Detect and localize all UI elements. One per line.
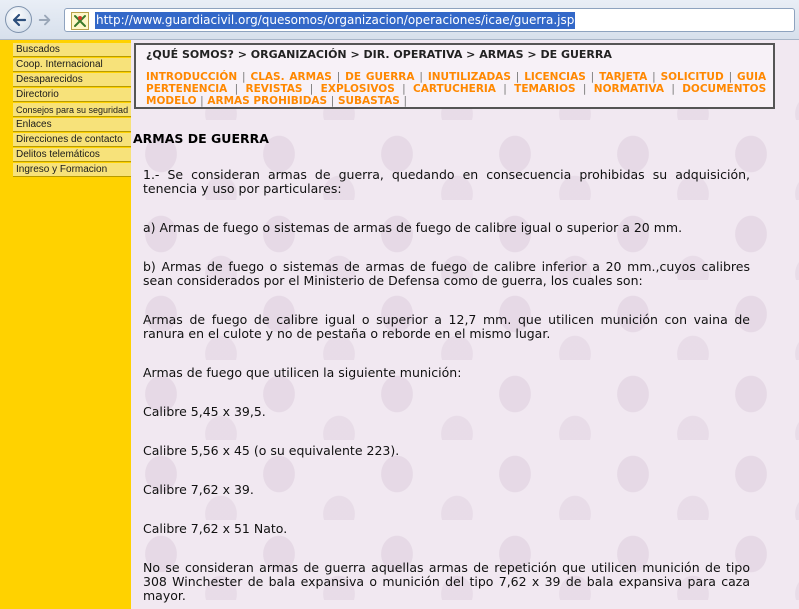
guardia-civil-favicon-icon [71, 12, 89, 30]
sidebar-item-desaparecidos[interactable]: Desaparecidos [13, 73, 131, 87]
sidebar-item-delitos-telematicos[interactable]: Delitos telemáticos [13, 148, 131, 162]
link-licencias[interactable]: LICENCIAS [524, 71, 586, 83]
paragraph-calibre-5-45: Calibre 5,45 x 39,5. [143, 404, 266, 419]
link-introduccion[interactable]: INTRODUCCIÓN [146, 71, 238, 83]
link-normativa[interactable]: NORMATIVA [593, 83, 664, 95]
link-inutilizadas[interactable]: INUTILIZADAS [427, 71, 511, 83]
sidebar-item-direcciones-contacto[interactable]: Direcciones de contacto [13, 133, 131, 147]
back-button[interactable] [5, 6, 32, 33]
link-documentos-modelo[interactable]: DOCUMENTOS MODELO [146, 83, 767, 107]
browser-toolbar [0, 0, 799, 40]
address-bar[interactable] [64, 8, 795, 32]
paragraph-calibre-12-7: Armas de fuego de calibre igual o superior a 12,7 mm. que utilicen munición con vaina de ranura en el culote y no de pestaña o reborde en el mismo lugar. [143, 312, 750, 341]
link-subastas[interactable]: SUBASTAS [337, 95, 400, 107]
link-armas-prohibidas[interactable]: ARMAS PROHIBIDAS [207, 95, 328, 107]
sidebar [0, 40, 131, 609]
page-title: ARMAS DE GUERRA [133, 131, 269, 146]
breadcrumb: ¿QUÉ SOMOS? > ORGANIZACIÓN > DIR. OPERATIVA > ARMAS > DE GUERRA [146, 48, 612, 61]
link-revistas[interactable]: REVISTAS [245, 83, 303, 95]
navigation-box [134, 43, 775, 109]
forward-button[interactable] [35, 10, 55, 30]
link-guia-pertenencia[interactable]: GUIA PERTENENCIA [146, 71, 767, 95]
link-explosivos[interactable]: EXPLOSIVOS [320, 83, 395, 95]
sidebar-item-ingreso-formacion[interactable]: Ingreso y Formacion [13, 163, 131, 177]
url-text[interactable]: http://www.guardiacivil.org/quesomos/organizacion/operaciones/icae/guerra.jsp [96, 13, 575, 27]
paragraph-calibre-7-62-51: Calibre 7,62 x 51 Nato. [143, 521, 288, 536]
paragraph-a: a) Armas de fuego o sistemas de armas de fuego de calibre igual o superior a 20 mm. [143, 220, 683, 235]
paragraph-b: b) Armas de fuego o sistemas de armas de fuego de calibre inferior a 20 mm.,cuyos calibres sean considerados por el Ministerio de Defensa como de guerra, los cuales son: [143, 259, 750, 288]
sidebar-item-buscados[interactable]: Buscados [13, 43, 131, 57]
link-tarjeta[interactable]: TARJETA [599, 71, 648, 83]
paragraph-calibre-5-56: Calibre 5,56 x 45 (o su equivalente 223). [143, 443, 400, 458]
paragraph-calibre-7-62-39: Calibre 7,62 x 39. [143, 482, 254, 497]
paragraph-municion: Armas de fuego que utilicen la siguiente munición: [143, 365, 462, 380]
link-de-guerra[interactable]: DE GUERRA [345, 71, 415, 83]
sidebar-item-enlaces[interactable]: Enlaces [13, 118, 131, 132]
main-content [131, 40, 799, 609]
link-cartucheria[interactable]: CARTUCHERIA [413, 83, 496, 95]
paragraph-exception: No se consideran armas de guerra aquellas armas de repetición que utilicen munición de tipo 308 Winchester de bala expansiva o munición del tipo 7,62 x 39 de bala expansiva para caza mayor. [143, 560, 750, 603]
sidebar-item-consejos[interactable]: Consejos para su seguridad [13, 103, 131, 117]
back-arrow-icon [11, 12, 27, 28]
forward-arrow-icon [38, 13, 52, 27]
link-clas-armas[interactable]: CLAS. ARMAS [250, 71, 332, 83]
link-temarios[interactable]: TEMARIOS [514, 83, 576, 95]
paragraph-intro: 1.- Se consideran armas de guerra, quedando en consecuencia prohibidas su adquisición, tenencia y uso por particulares: [143, 167, 750, 196]
section-links: INTRODUCCIÓN | CLAS. ARMAS | DE GUERRA | INUTILIZADAS | LICENCIAS | TARJETA | SOLICITUD | GUIA PERTENENCIA | REVISTAS | EXPLOSIVOS | CARTUCHERIA | TEMARIOS | NORMATIVA | DOCUMENTOS MODELO | ARMAS PROHIBIDAS | SUBASTAS | [146, 71, 767, 107]
link-solicitud[interactable]: SOLICITUD [660, 71, 724, 83]
sidebar-item-directorio[interactable]: Directorio [13, 88, 131, 102]
sidebar-item-coop-internacional[interactable]: Coop. Internacional [13, 58, 131, 72]
